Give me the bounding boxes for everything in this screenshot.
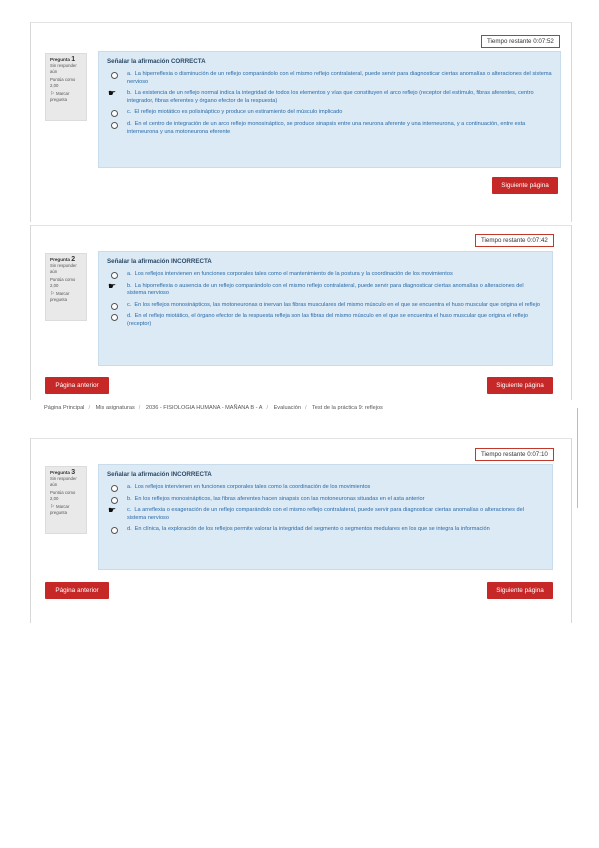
question-number: Pregunta 3	[50, 469, 76, 476]
option-b[interactable]: ☛ b. La existencia de un reflejo normal indica la integridad de todos los elementos y vías que constituyen el arco reflejo (receptor del estímulo, fibras aferentes, centro integrador, fibras eferentes y órgano efector de la respuesta)	[108, 88, 534, 104]
radio-button[interactable]	[111, 497, 118, 504]
next-page-button-q1[interactable]: Siguiente página	[492, 177, 558, 194]
option-b[interactable]: b. En los reflejos monosinápticos, las fibras aferentes hacen sinapsis con las motoneuronas situadas en el asta anterior	[107, 496, 544, 504]
hand-cursor-icon: ☛	[108, 280, 117, 291]
option-b[interactable]: ☛ b. La hiporreflexia o ausencia de un reflejo comparándolo con el mismo reflejo contralateral, puede servir para diagnosticar ciertas anomalías o alteraciones del sistema nervioso	[108, 280, 524, 297]
question-info-q2	[45, 253, 87, 321]
option-d[interactable]: d. En clínica, la exploración de los reflejos permite valorar la integridad del segmento o segmentos medulares en los que se integra la información	[107, 526, 544, 534]
flag-icon: ⚐	[50, 91, 55, 97]
option-a[interactable]: a. La hiperreflexia o disminución de un reflejo comparándolo con el mismo reflejo contralateral, puede servir para diagnosticar ciertas anomalías o alteraciones del sistema nervioso	[107, 71, 552, 86]
option-d[interactable]: d. En el centro de integración de un arco reflejo monosináptico, se produce sinapsis entre una neurona aferente y una interneurona, y a continuación, entre esta interneurona y una motoneurona eferente	[107, 121, 552, 136]
radio-button[interactable]	[111, 485, 118, 492]
breadcrumb: Página Principal / Mis asignaturas / 2036 - FISIOLOGIA HUMANA - MAÑANA B - A / Evaluación / Test de la práctica 9: reflejos	[44, 405, 383, 411]
radio-button[interactable]	[111, 110, 118, 117]
question-box-q1	[98, 51, 561, 168]
question-status: Sin responder aún	[50, 263, 77, 274]
radio-button[interactable]	[111, 272, 118, 279]
option-a[interactable]: a. Los reflejos intervienen en funciones corporales tales como el mantenimiento de la postura y la coordinación de los movimientos	[107, 271, 544, 279]
question-number: Pregunta 2	[50, 256, 76, 263]
breadcrumb-evaluation[interactable]: Evaluación	[273, 405, 301, 411]
breadcrumb-test[interactable]: Test de la práctica 9: reflejos	[311, 405, 383, 411]
question-box-q3	[98, 464, 553, 570]
question-title: Señalar la afirmación INCORRECTA	[107, 258, 212, 265]
option-c[interactable]: c. En los reflejos monosinápticos, las motoneuronas α inervan las fibras musculares del mismo músculo en el que se encuentra el huso muscular que origina el reflejo	[107, 302, 544, 310]
flag-icon: ⚐	[50, 504, 55, 510]
question-points: Puntúa como 2,00	[50, 490, 76, 501]
question-info-q1	[45, 53, 87, 121]
scrollbar[interactable]	[577, 408, 578, 508]
next-page-button-q2[interactable]: Siguiente página	[487, 377, 553, 394]
question-info-q3	[45, 466, 87, 534]
timer-q3: Tiempo restante 0:07:10	[475, 448, 554, 461]
question-title: Señalar la afirmación CORRECTA	[107, 58, 206, 65]
flag-icon: ⚐	[50, 291, 55, 297]
option-c[interactable]: c. El reflejo miotático es polisináptico y produce un estiramiento del músculo implicado	[107, 109, 552, 117]
next-page-button-q3[interactable]: Siguiente página	[487, 582, 553, 599]
radio-button[interactable]	[111, 303, 118, 310]
previous-page-button-q2[interactable]: Página anterior	[45, 377, 109, 394]
flag-question[interactable]: ⚐ Marcar pregunta	[50, 291, 70, 302]
hand-cursor-icon: ☛	[108, 505, 117, 516]
question-title: Señalar la afirmación INCORRECTA	[107, 471, 212, 478]
option-d[interactable]: d. En el reflejo miotático, el órgano efector de la respuesta refleja son las fibras del mismo músculo en el que se encuentra el huso muscular que origina el reflejo (receptor)	[107, 313, 544, 328]
radio-button[interactable]	[111, 72, 118, 79]
question-status: Sin responder aún	[50, 476, 77, 487]
question-number: Pregunta 1	[50, 56, 76, 63]
flag-question[interactable]: ⚐ Marcar pregunta	[50, 91, 70, 102]
option-a[interactable]: a. Los reflejos intervienen en funciones corporales tales como la coordinación de los movimientos	[107, 484, 544, 492]
breadcrumb-home[interactable]: Página Principal	[44, 405, 85, 411]
question-points: Puntúa como 2,00	[50, 77, 76, 88]
radio-button[interactable]	[111, 122, 118, 129]
hand-cursor-icon: ☛	[108, 88, 117, 99]
timer-q2: Tiempo restante 0:07:42	[475, 234, 554, 247]
timer-q1: Tiempo restante 0:07:52	[481, 35, 560, 48]
breadcrumb-my-courses[interactable]: Mis asignaturas	[95, 405, 135, 411]
radio-button[interactable]	[111, 527, 118, 534]
option-c[interactable]: ☛ c. La arreflexia o exageración de un reflejo comparándolo con el mismo reflejo contralateral, puede servir para diagnosticar ciertas anomalías o alteraciones del sistema nervioso	[108, 505, 524, 521]
question-status: Sin responder aún	[50, 63, 77, 74]
flag-question[interactable]: ⚐ Marcar pregunta	[50, 504, 70, 515]
question-points: Puntúa como 2,00	[50, 277, 76, 288]
previous-page-button-q3[interactable]: Página anterior	[45, 582, 109, 599]
breadcrumb-course[interactable]: 2036 - FISIOLOGIA HUMANA - MAÑANA B - A	[145, 405, 263, 411]
radio-button[interactable]	[111, 314, 118, 321]
question-box-q2	[98, 251, 553, 366]
